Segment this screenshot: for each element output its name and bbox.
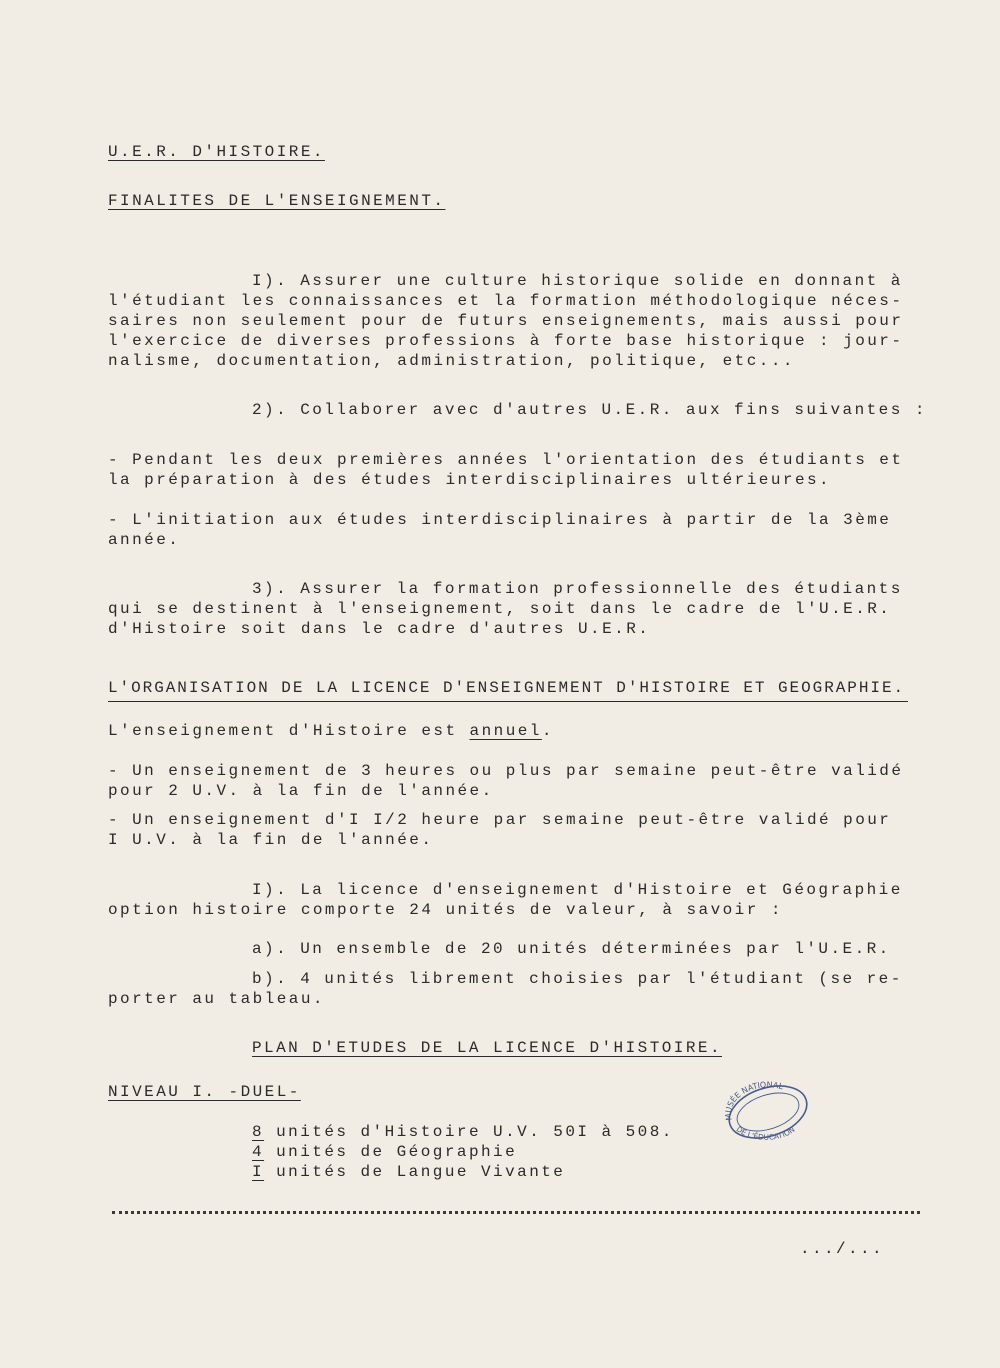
stamp-bottom-text: DE L'ÉDUCATION [734, 1124, 797, 1142]
continuation-mark: .../... [800, 1240, 885, 1258]
paragraph-2-item-2-line-2: année. [108, 531, 181, 549]
rule-2-line-1: - Un enseignement d'I I/2 heure par semaine peut-être validé pour [108, 811, 892, 829]
section-title-finalites: FINALITES DE L'ENSEIGNEMENT. [108, 192, 446, 210]
paragraph-2: 2). Collaborer avec d'autres U.E.R. aux fins suivantes : [252, 401, 927, 419]
niveau-item-count: I [252, 1163, 265, 1181]
paragraph-1-line-3: saires non seulement pour de futurs enseignements, mais aussi pour [108, 312, 904, 330]
licence-paragraph-line-1: I). La licence d'enseignement d'Histoire et Géographie [252, 881, 903, 899]
niveau-item-text: unités d'Histoire U.V. 50I à 508. [264, 1123, 674, 1141]
uer-header: U.E.R. D'HISTOIRE. [108, 143, 325, 161]
annual-suffix: . [541, 722, 554, 740]
niveau-label: NIVEAU I. -DUEL- [108, 1083, 301, 1101]
item-b-line-2: porter au tableau. [108, 990, 325, 1008]
paragraph-1-line-2: l'étudiant les connaissances et la formation méthodologique néces- [108, 292, 904, 310]
section-title-organisation: L'ORGANISATION DE LA LICENCE D'ENSEIGNEMENT D'HISTOIRE ET GEOGRAPHIE. [108, 679, 906, 697]
stamp-top-text: MUSÉE NATIONAL [723, 1080, 785, 1122]
item-b-line-1: b). 4 unités librement choisies par l'étudiant (se re- [252, 970, 903, 988]
rule-2-line-2: I U.V. à la fin de l'année. [108, 831, 434, 849]
licence-paragraph-line-2: option histoire comporte 24 unités de valeur, à savoir : [108, 901, 783, 919]
rule-1-line-2: pour 2 U.V. à la fin de l'année. [108, 782, 494, 800]
annual-sentence [108, 721, 554, 741]
paragraph-2-item-1-line-1: - Pendant les deux premières années l'orientation des étudiants et [108, 451, 904, 469]
annual-word: annuel [469, 722, 542, 740]
paragraph-2-item-1-line-2: la préparation à des études interdisciplinaires ultérieures. [108, 471, 832, 489]
niveau-item-text: unités de Langue Vivante [264, 1163, 566, 1181]
museum-stamp-icon [722, 1080, 814, 1142]
plan-title: PLAN D'ETUDES DE LA LICENCE D'HISTOIRE. [252, 1039, 723, 1057]
section-title-underline [108, 701, 908, 702]
niveau-item-histoire [252, 1122, 674, 1142]
paragraph-3-line-1: 3). Assurer la formation professionnelle des étudiants [252, 580, 903, 598]
niveau-item-langue [252, 1162, 565, 1182]
dotted-separator [112, 1211, 920, 1214]
paragraph-3-line-2: qui se destinent à l'enseignement, soit dans le cadre de l'U.E.R. [108, 600, 892, 618]
rule-1-line-1: - Un enseignement de 3 heures ou plus par semaine peut-être validé [108, 762, 904, 780]
niveau-item-count: 4 [252, 1143, 265, 1161]
paragraph-1-line-4: l'exercice de diverses professions à forte base historique : jour- [108, 332, 904, 350]
paragraph-2-item-2-line-1: - L'initiation aux études interdisciplinaires à partir de la 3ème [108, 511, 892, 529]
niveau-item-geographie [252, 1142, 517, 1162]
niveau-item-text: unités de Géographie [264, 1143, 518, 1161]
niveau-item-count: 8 [252, 1123, 265, 1141]
annual-prefix: L'enseignement d'Histoire est [108, 722, 470, 740]
paragraph-1-line-1: I). Assurer une culture historique solide en donnant à [252, 272, 903, 290]
paragraph-3-line-3: d'Histoire soit dans le cadre d'autres U.E.R. [108, 620, 651, 638]
item-a: a). Un ensemble de 20 unités déterminées par l'U.E.R. [252, 940, 891, 958]
paragraph-1-line-5: nalisme, documentation, administration, politique, etc... [108, 352, 795, 370]
